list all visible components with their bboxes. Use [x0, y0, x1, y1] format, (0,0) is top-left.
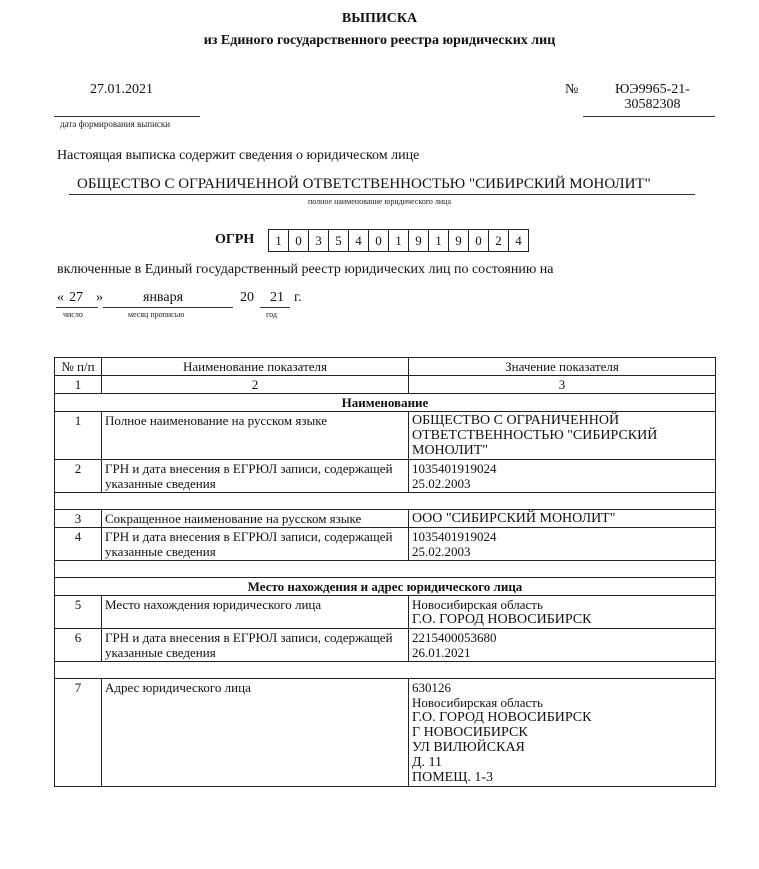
- ogrn-label: ОГРН: [215, 232, 255, 247]
- row-number: 5: [55, 596, 102, 629]
- grn-date: 26.01.2021: [412, 645, 471, 660]
- ogrn-digit: 9: [409, 230, 429, 251]
- state-day: 27: [69, 290, 83, 305]
- ogrn-digit: 4: [349, 230, 369, 251]
- grn-value: 1035401919024: [412, 529, 497, 544]
- row-name: ГРН и дата внесения в ЕГРЮЛ записи, содержащей указанные сведения: [102, 460, 409, 493]
- row-number: 4: [55, 528, 102, 561]
- table-row: [55, 596, 716, 629]
- ogrn-digit: 0: [289, 230, 309, 251]
- table-row: [55, 460, 716, 493]
- year-underline: [260, 307, 290, 308]
- date-caption: дата формирования выписки: [60, 119, 171, 129]
- row-number: 6: [55, 629, 102, 662]
- empty-row: [55, 561, 716, 578]
- row-name: Сокращенное наименование на русском языке: [102, 510, 409, 528]
- full-name-underline: [69, 194, 695, 195]
- ogrn-digit: 4: [515, 233, 522, 248]
- address-line: Новосибирская область: [412, 695, 543, 710]
- intro-text: Настоящая выписка содержит сведения о юридическом лице: [57, 148, 420, 163]
- column-number: 2: [102, 376, 409, 394]
- extract-number-line2: 30582308: [624, 97, 681, 112]
- column-number-row: [55, 376, 716, 394]
- state-year: 21: [270, 290, 284, 305]
- row-value: [409, 596, 716, 629]
- ogrn-digit: 1: [389, 230, 409, 251]
- day-underline: [56, 307, 98, 308]
- row-name: ГРН и дата внесения в ЕГРЮЛ записи, содержащей указанные сведения: [102, 629, 409, 662]
- section-title: Место нахождения и адрес юридического лица: [55, 578, 716, 596]
- empty-row: [55, 662, 716, 679]
- month-caption: месяц прописью: [128, 310, 185, 319]
- row-value: [409, 528, 716, 561]
- empty-cell: [55, 561, 716, 578]
- register-table: [54, 357, 716, 787]
- row-number: 1: [55, 412, 102, 460]
- row-value: [409, 460, 716, 493]
- header-cell: № п/п: [55, 358, 102, 376]
- open-quote: «: [57, 290, 64, 305]
- row-value: [409, 679, 716, 787]
- column-number: 3: [409, 376, 716, 394]
- location-city: Г.О. ГОРОД НОВОСИБИРСК: [412, 612, 592, 627]
- table-row: [55, 629, 716, 662]
- ogrn-boxes: [268, 229, 529, 252]
- ogrn-digit: 0: [369, 230, 389, 251]
- extract-number: [600, 82, 705, 112]
- address-line: Д. 11: [412, 755, 443, 770]
- row-name: Адрес юридического лица: [102, 679, 409, 787]
- section-row: [55, 394, 716, 412]
- table-header-row: [55, 358, 716, 376]
- month-underline: [103, 307, 233, 308]
- empty-cell: [55, 493, 716, 510]
- date-underline: [54, 100, 200, 117]
- year-caption: год: [266, 310, 277, 319]
- column-number: 1: [55, 376, 102, 394]
- row-number: 3: [55, 510, 102, 528]
- included-text: включенные в Единый государственный реестр юридических лиц по состоянию на: [57, 262, 554, 277]
- table-row: [55, 412, 716, 460]
- state-month: января: [143, 290, 184, 305]
- number-sign: №: [565, 82, 579, 97]
- ogrn-digit: 5: [329, 230, 349, 251]
- row-value: ОБЩЕСТВО С ОГРАНИЧЕННОЙ ОТВЕТСТВЕННОСТЬЮ "СИБИРСКИЙ МОНОЛИТ": [409, 412, 716, 460]
- document-subtitle: из Единого государственного реестра юридических лиц: [203, 33, 556, 48]
- address-line: УЛ ВИЛЮЙСКАЯ: [412, 740, 525, 755]
- full-name-caption: полное наименование юридического лица: [307, 197, 452, 206]
- entity-full-name: ОБЩЕСТВО С ОГРАНИЧЕННОЙ ОТВЕТСТВЕННОСТЬЮ "СИБИРСКИЙ МОНОЛИТ": [77, 176, 651, 192]
- ogrn-digit: 3: [309, 230, 329, 251]
- address-line: ПОМЕЩ. 1-3: [412, 770, 494, 785]
- section-title: Наименование: [55, 394, 716, 412]
- ogrn-digit: 1: [429, 230, 449, 251]
- header-cell: Значение показателя: [409, 358, 716, 376]
- extract-number-line1: ЮЭ9965-21-: [615, 82, 690, 97]
- address-line: Г НОВОСИБИРСК: [412, 725, 528, 740]
- grn-date: 25.02.2003: [412, 544, 471, 559]
- ogrn-digit: 9: [449, 230, 469, 251]
- year-suffix: г.: [294, 290, 302, 305]
- row-name: ГРН и дата внесения в ЕГРЮЛ записи, содержащей указанные сведения: [102, 528, 409, 561]
- section-row: [55, 578, 716, 596]
- row-name: Место нахождения юридического лица: [102, 596, 409, 629]
- header-cell: Наименование показателя: [102, 358, 409, 376]
- state-century: 20: [240, 290, 254, 305]
- row-number: 7: [55, 679, 102, 787]
- close-quote: »: [96, 290, 103, 305]
- grn-date: 25.02.2003: [412, 476, 471, 491]
- ogrn-digit: 0: [469, 230, 489, 251]
- ogrn-digit: 2: [489, 230, 509, 251]
- table-row: [55, 510, 716, 528]
- empty-row: [55, 493, 716, 510]
- row-value: ООО "СИБИРСКИЙ МОНОЛИТ": [409, 510, 716, 528]
- table-row: [55, 528, 716, 561]
- day-caption: число: [63, 310, 83, 319]
- row-name: Полное наименование на русском языке: [102, 412, 409, 460]
- address-line: 630126: [412, 680, 451, 695]
- row-value: [409, 629, 716, 662]
- grn-value: 2215400053680: [412, 630, 497, 645]
- grn-value: 1035401919024: [412, 461, 497, 476]
- ogrn-digit: 1: [269, 230, 289, 251]
- location-region: Новосибирская область: [412, 597, 543, 612]
- number-underline: [583, 116, 715, 117]
- empty-cell: [55, 662, 716, 679]
- document-title: ВЫПИСКА: [341, 11, 418, 26]
- address-line: Г.О. ГОРОД НОВОСИБИРСК: [412, 710, 592, 725]
- formation-date: 27.01.2021: [90, 82, 153, 97]
- row-number: 2: [55, 460, 102, 493]
- table-row: [55, 679, 716, 787]
